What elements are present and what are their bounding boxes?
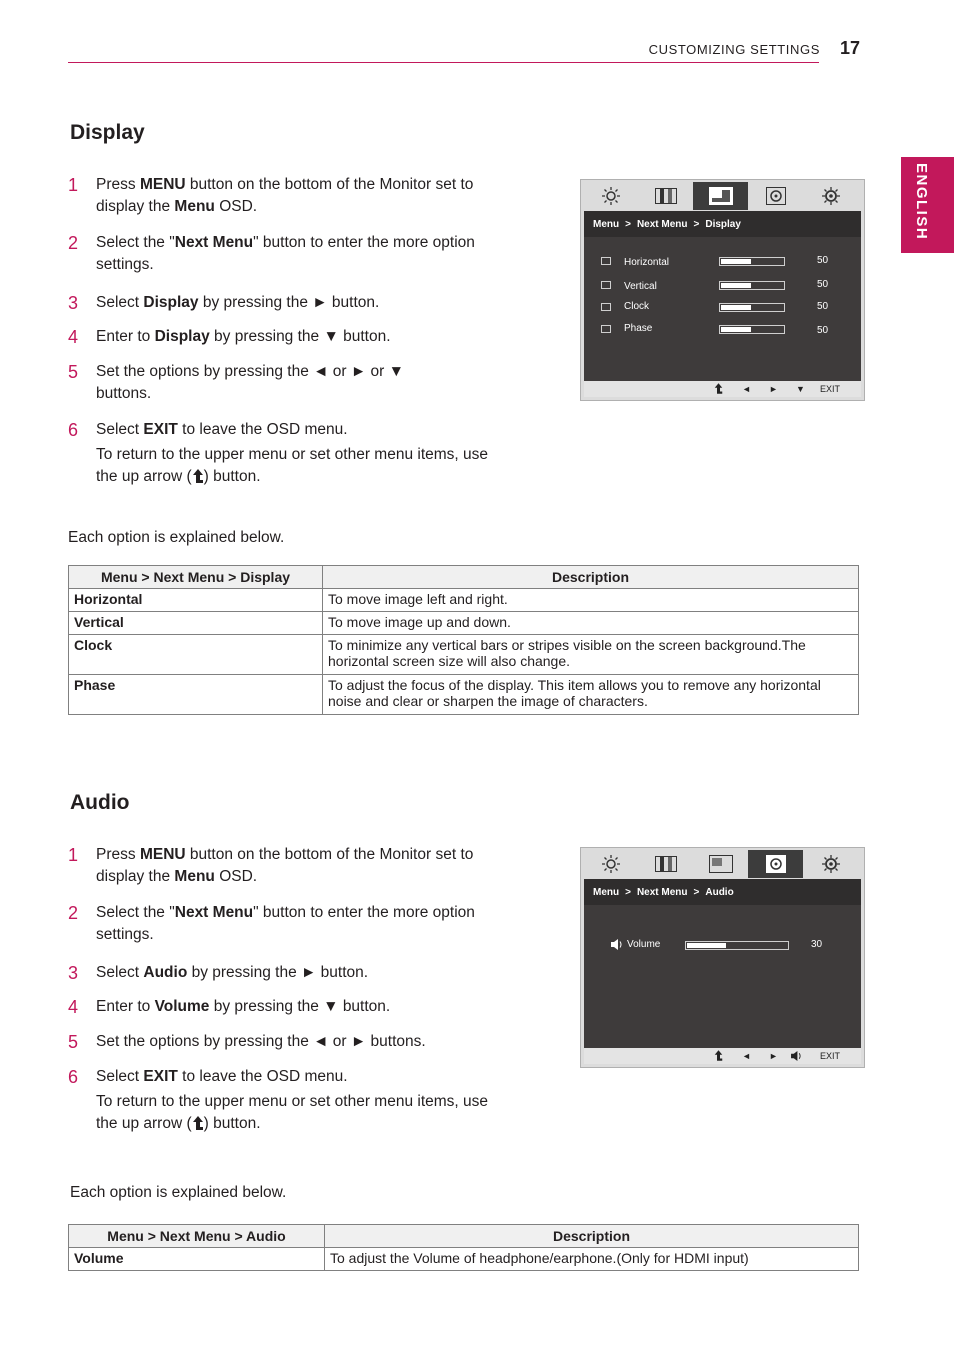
- clock-icon: [601, 303, 611, 311]
- osd-menu-panel: [584, 879, 861, 1049]
- osd-tab-display: [693, 850, 748, 878]
- osd-tab-audio: [748, 182, 803, 210]
- display-step-6: 6 Select EXIT to leave the OSD menu. To return to the upper menu or set other menu items, use the up arrow ( ) button.: [68, 420, 489, 485]
- osd-level-bar: [719, 325, 785, 334]
- display-heading: Display: [70, 121, 145, 144]
- audio-step-6: 6 Select EXIT to leave the OSD menu. To return to the upper menu or set other menu items, use the up arrow ( ) button.: [68, 1067, 489, 1132]
- display-icon: [709, 187, 733, 205]
- osd-tab-settings: [803, 850, 858, 878]
- brightness-icon: [601, 854, 621, 874]
- audio-steps: [68, 844, 498, 1135]
- vertical-icon: [601, 281, 611, 289]
- phase-icon: [601, 325, 611, 333]
- osd-footer: ◄ ► EXIT: [584, 1048, 861, 1064]
- audio-step-2: 2 Select the "Next Menu" button to enter the more option settings.: [68, 903, 475, 943]
- display-step-1: 1 Press MENU button on the bottom of the Monitor set to display the Menu OSD.: [68, 175, 474, 215]
- audio-step-4: 4 Enter to Volume by pressing the ▼ button.: [68, 997, 391, 1017]
- display-step-2: 2 Select the "Next Menu" button to enter the more option settings.: [68, 233, 475, 273]
- osd-level-bar: [719, 281, 785, 290]
- osd-row-volume: Volume 30: [584, 939, 861, 957]
- osd-row-horizontal: Horizontal 50: [584, 255, 861, 273]
- color-bars-icon: [655, 856, 677, 872]
- page-number: 17: [840, 38, 861, 58]
- audio-step-1: 1 Press MENU button on the bottom of the Monitor set to display the Menu OSD.: [68, 845, 474, 885]
- osd-breadcrumb: Menu > Next Menu > Display: [584, 211, 861, 237]
- audio-options-table: [68, 1224, 859, 1271]
- table-row: Horizontal To move image left and right.: [69, 589, 859, 612]
- header-rule: [68, 62, 819, 63]
- language-tab: [901, 157, 954, 253]
- up-arrow-icon: [714, 1050, 723, 1061]
- language-tab-label: ENGLISH: [913, 163, 930, 241]
- display-step-3: 3 Select Display by pressing the ► button.: [68, 293, 380, 313]
- table-row: Phase To adjust the focus of the display. This item allows you to remove any horizontal noise and clear or sharpen the image of characters.: [69, 675, 859, 715]
- display-step-5: 5 Set the options by pressing the ◄ or ► or ▼ buttons.: [68, 362, 404, 402]
- osd-row-clock: Clock 50: [584, 301, 861, 319]
- audio-explain: Each option is explained below.: [70, 1184, 287, 1201]
- osd-tab-color: [638, 182, 693, 210]
- horizontal-icon: [601, 257, 611, 265]
- gear-icon: [821, 186, 841, 206]
- display-step-4: 4 Enter to Display by pressing the ▼ button.: [68, 327, 391, 347]
- section-label: CUSTOMIZING SETTINGS: [648, 42, 820, 57]
- audio-osd-screenshot: [580, 847, 865, 1068]
- gear-icon: [821, 854, 841, 874]
- osd-level-bar: [685, 941, 789, 950]
- display-icon: [709, 855, 733, 873]
- table-row: Clock To minimize any vertical bars or stripes visible on the screen background.The horizontal screen size will also change.: [69, 635, 859, 675]
- audio-step-5: 5 Set the options by pressing the ◄ or ► buttons.: [68, 1032, 426, 1052]
- osd-level-bar: [719, 303, 785, 312]
- osd-tab-bar: [583, 182, 862, 210]
- osd-level-bar: [719, 257, 785, 266]
- table-header-row: Menu > Next Menu > Display Description: [69, 566, 859, 589]
- display-explain: Each option is explained below.: [68, 529, 285, 546]
- osd-row-vertical: Vertical 50: [584, 279, 861, 297]
- speaker-box-icon: [766, 187, 786, 205]
- osd-tab-picture: [583, 850, 638, 878]
- table-row: Volume To adjust the Volume of headphone/earphone.(Only for HDMI input): [69, 1248, 859, 1271]
- osd-tab-picture: [583, 182, 638, 210]
- up-arrow-icon: [192, 469, 204, 483]
- osd-menu-panel: [584, 211, 861, 381]
- osd-tab-bar: [583, 850, 862, 878]
- table-header-row: Menu > Next Menu > Audio Description: [69, 1225, 859, 1248]
- audio-heading: Audio: [70, 791, 130, 814]
- osd-row-phase: Phase 50: [584, 323, 861, 341]
- osd-tab-color: [638, 850, 693, 878]
- display-steps: [68, 174, 498, 488]
- speaker-box-icon: [766, 855, 786, 873]
- brightness-icon: [601, 186, 621, 206]
- speaker-icon: [791, 1051, 802, 1061]
- table-row: Vertical To move image up and down.: [69, 612, 859, 635]
- osd-breadcrumb: Menu > Next Menu > Audio: [584, 879, 861, 905]
- osd-tab-display: [693, 182, 748, 210]
- color-bars-icon: [655, 188, 677, 204]
- osd-tab-audio: [748, 850, 803, 878]
- speaker-icon: [611, 939, 623, 950]
- audio-step-3: 3 Select Audio by pressing the ► button.: [68, 963, 369, 983]
- osd-footer: ◄ ► ▼ EXIT: [584, 381, 861, 397]
- osd-tab-settings: [803, 182, 858, 210]
- up-arrow-icon: [714, 383, 723, 394]
- up-arrow-icon: [192, 1116, 204, 1130]
- display-options-table: [68, 565, 859, 715]
- display-osd-screenshot: [580, 179, 865, 401]
